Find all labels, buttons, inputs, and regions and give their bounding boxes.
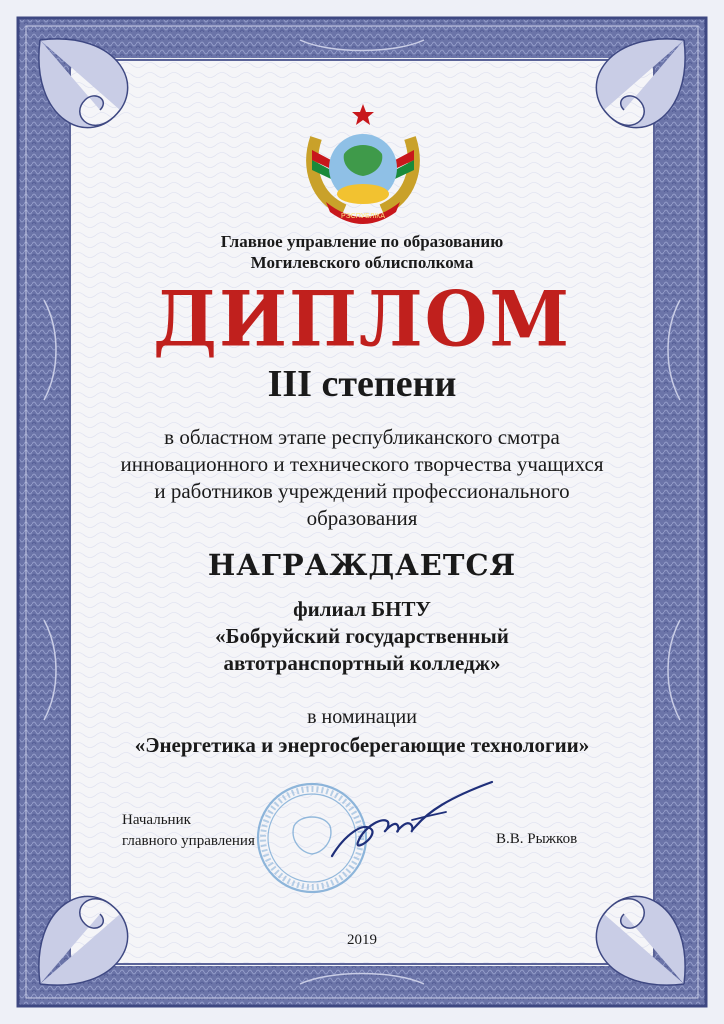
signatory-position-line-1: Начальник [122, 812, 191, 828]
signature-icon [324, 776, 500, 872]
description-line-3: и работников учреждений профессионального [154, 479, 570, 503]
recipient-line-2: «Бобруйский государственный [215, 624, 509, 648]
belarus-coat-of-arms-icon [296, 98, 430, 230]
issuer-line-2: Могилевского облисполкома [250, 253, 474, 272]
nomination-intro: в номинации [307, 706, 417, 728]
recipient-line-3: автотранспортный колледж» [223, 651, 501, 675]
signatory-position-line-2: главного управления [122, 833, 255, 849]
diploma-degree: III степени [267, 363, 457, 405]
nomination-name: «Энергетика и энергосберегающие технологии» [134, 733, 590, 757]
svg-text:РЭСПУБЛІКА: РЭСПУБЛІКА [340, 213, 386, 220]
description-line-2: инновационного и технического творчества учащихся [120, 452, 604, 476]
issuer-line-1: Главное управление по образованию [220, 232, 504, 251]
diploma-year: 2019 [347, 932, 377, 948]
recipient-line-1: филиал БНТУ [293, 597, 431, 621]
diploma-title: ДИПЛОМ [152, 273, 572, 364]
signatory-position [122, 810, 255, 852]
signatory-name: В.В. Рыжков [496, 831, 578, 847]
description-line-1: в областном этапе республиканского смотра [164, 425, 560, 449]
description-line-4: образования [306, 506, 418, 530]
awarded-heading: НАГРАЖДАЕТСЯ [207, 548, 517, 582]
